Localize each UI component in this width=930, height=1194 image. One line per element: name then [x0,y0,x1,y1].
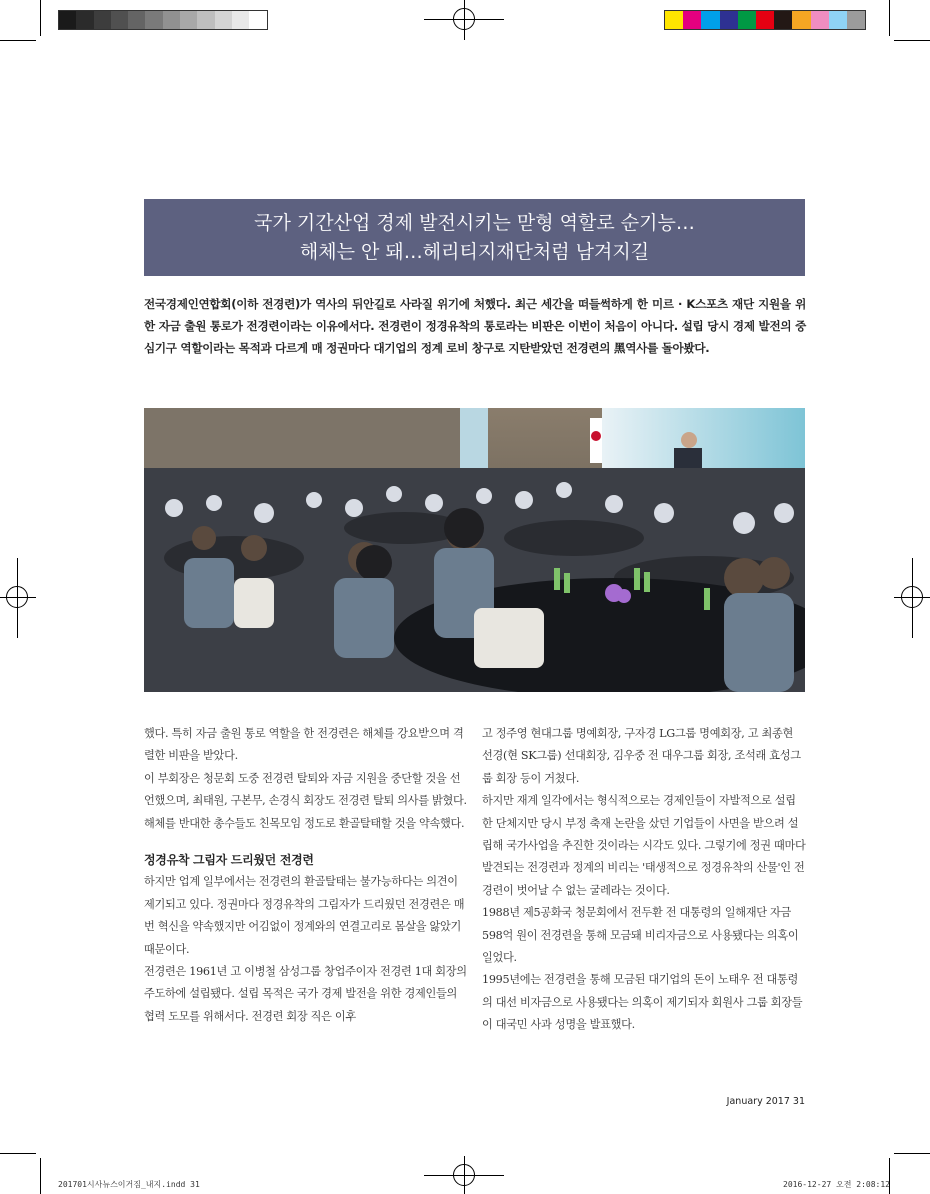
crop-mark [894,40,930,41]
grayscale-color-bar [58,10,268,30]
crop-mark [889,0,890,36]
color-swatch [811,11,829,29]
color-swatch [701,11,719,29]
grey-swatch [197,11,214,29]
conference-hall-image [144,408,805,692]
color-swatch [665,11,683,29]
article-title [144,199,805,276]
section-subheading: 정경유착 그림자 드리웠던 전경련 [144,853,314,868]
paragraph: 1995년에는 전경련을 통해 모금된 대기업의 돈이 노태우 전 대통령의 대선 비자금으로 사용됐다는 의혹이 제기되자 회원사 그룹 회장들이 대국민 사과 성명을 발표했다. [482,973,803,1032]
grey-swatch [111,11,128,29]
grey-swatch [249,11,266,29]
color-swatch [756,11,774,29]
crop-mark [40,0,41,36]
grey-swatch [59,11,76,29]
paragraph: 하지만 재계 일각에서는 형식적으로는 경제인들이 자발적으로 설립한 단체지만 당시 부정 축재 논란을 샀던 기업들이 사면을 받으려 설립해 국가사업을 추진한 것이라는 시각도 있다. 그렇기에 정권 때마다 발견되는 전경련과 정계의 비리는 '태생적으로 정경유착의 산물'인 전경련이 벗어날 수 없는 굴레라는 것이다. [482,794,806,897]
crop-mark [894,1153,930,1154]
article-body-right [482,723,806,1037]
paragraph: 고 정주영 현대그룹 명예회장, 구자경 LG그룹 명예회장, 고 최종현 선경(현 SK그룹) 선대회장, 김우중 전 대우그룹 회장, 조석래 효성그룹 회장 등이 거쳤다. [482,727,801,785]
event-photo [144,408,805,692]
crop-mark [0,1153,36,1154]
title-line-1: 국가 기간산업 경제 발전시키는 맏형 역할로 순기능… [254,212,695,234]
crop-mark [40,1158,41,1194]
color-swatch [829,11,847,29]
grey-swatch [215,11,232,29]
paragraph: 1988년 제5공화국 청문회에서 전두환 전 대통령의 일해재단 자금 598억 원이 전경련을 통해 모금돼 비리자금으로 사용됐다는 의혹이 일었다. [482,906,799,965]
grey-swatch [163,11,180,29]
grey-swatch [145,11,162,29]
color-swatch [720,11,738,29]
paragraph: 이 부회장은 청문회 도중 전경련 탈퇴와 자금 지원을 중단할 것을 선언했으며, 최태원, 구본무, 손경식 회장도 전경련 탈퇴 의사를 밝혔다. 해체를 반대한 총수들도 친목모임 정도로 환골탈태할 것을 약속했다. [144,771,467,830]
grey-swatch [232,11,249,29]
title-line-2: 해체는 안 돼…헤리티지재단처럼 남겨지길 [299,241,650,263]
page-footer: January 2017 31 [726,1096,805,1107]
color-swatch [774,11,792,29]
registration-crosshair [17,558,18,638]
grey-swatch [180,11,197,29]
paragraph: 전경련은 1961년 고 이병철 삼성그룹 창업주이자 전경련 1대 회장의 주도하에 설립됐다. 설립 목적은 국가 경제 발전을 위한 경제인들의 협력 도모를 위해서다. 전경련 회장 직은 이후 [144,965,467,1023]
print-slug-timestamp: 2016-12-27 오전 2:08:12 [783,1180,890,1189]
article-lead: 전국경제인연합회(이하 전경련)가 역사의 뒤안길로 사라질 위기에 처했다. 최근 세간을 떠들썩하게 한 미르 · K스포츠 재단 지원을 위한 자금 출원 통로가 전경련이라는 이유에서다. 전경련이 정경유착의 통로라는 비판은 이번이 처음이 아니다. 설립 당시 경제 발전의 중심기구 역할이라는 목적과 다르게 매 정권마다 대기업의 정계 로비 창구로 지탄받았던 전경련의 黑역사를 돌아봤다. [144,297,806,355]
color-swatch [792,11,810,29]
crop-mark [0,40,36,41]
registration-crosshair [464,0,465,40]
article-body-left [144,723,468,1028]
grey-swatch [94,11,111,29]
registration-crosshair [912,558,913,638]
registration-crosshair [464,1156,465,1194]
process-color-bar [664,10,866,30]
color-swatch [738,11,756,29]
grey-swatch [128,11,145,29]
registration-crosshair [0,597,36,598]
color-swatch [683,11,701,29]
paragraph: 했다. 특히 자금 출원 통로 역할을 한 전경련은 해체를 강요받으며 격렬한 비판을 받았다. [144,727,464,763]
grey-swatch [76,11,93,29]
print-slug-filename: 201701시사뉴스이거짐_내지.indd 31 [58,1180,200,1189]
paragraph: 하지만 업계 일부에서는 전경련의 환골탈태는 불가능하다는 의견이 제기되고 있다. 정권마다 정경유착의 그림자가 드리웠던 전경련은 매번 혁신을 약속했지만 어김없이 정계와의 연결고리로 몸살을 앓았기 때문이다. [144,875,465,956]
color-swatch [847,11,865,29]
